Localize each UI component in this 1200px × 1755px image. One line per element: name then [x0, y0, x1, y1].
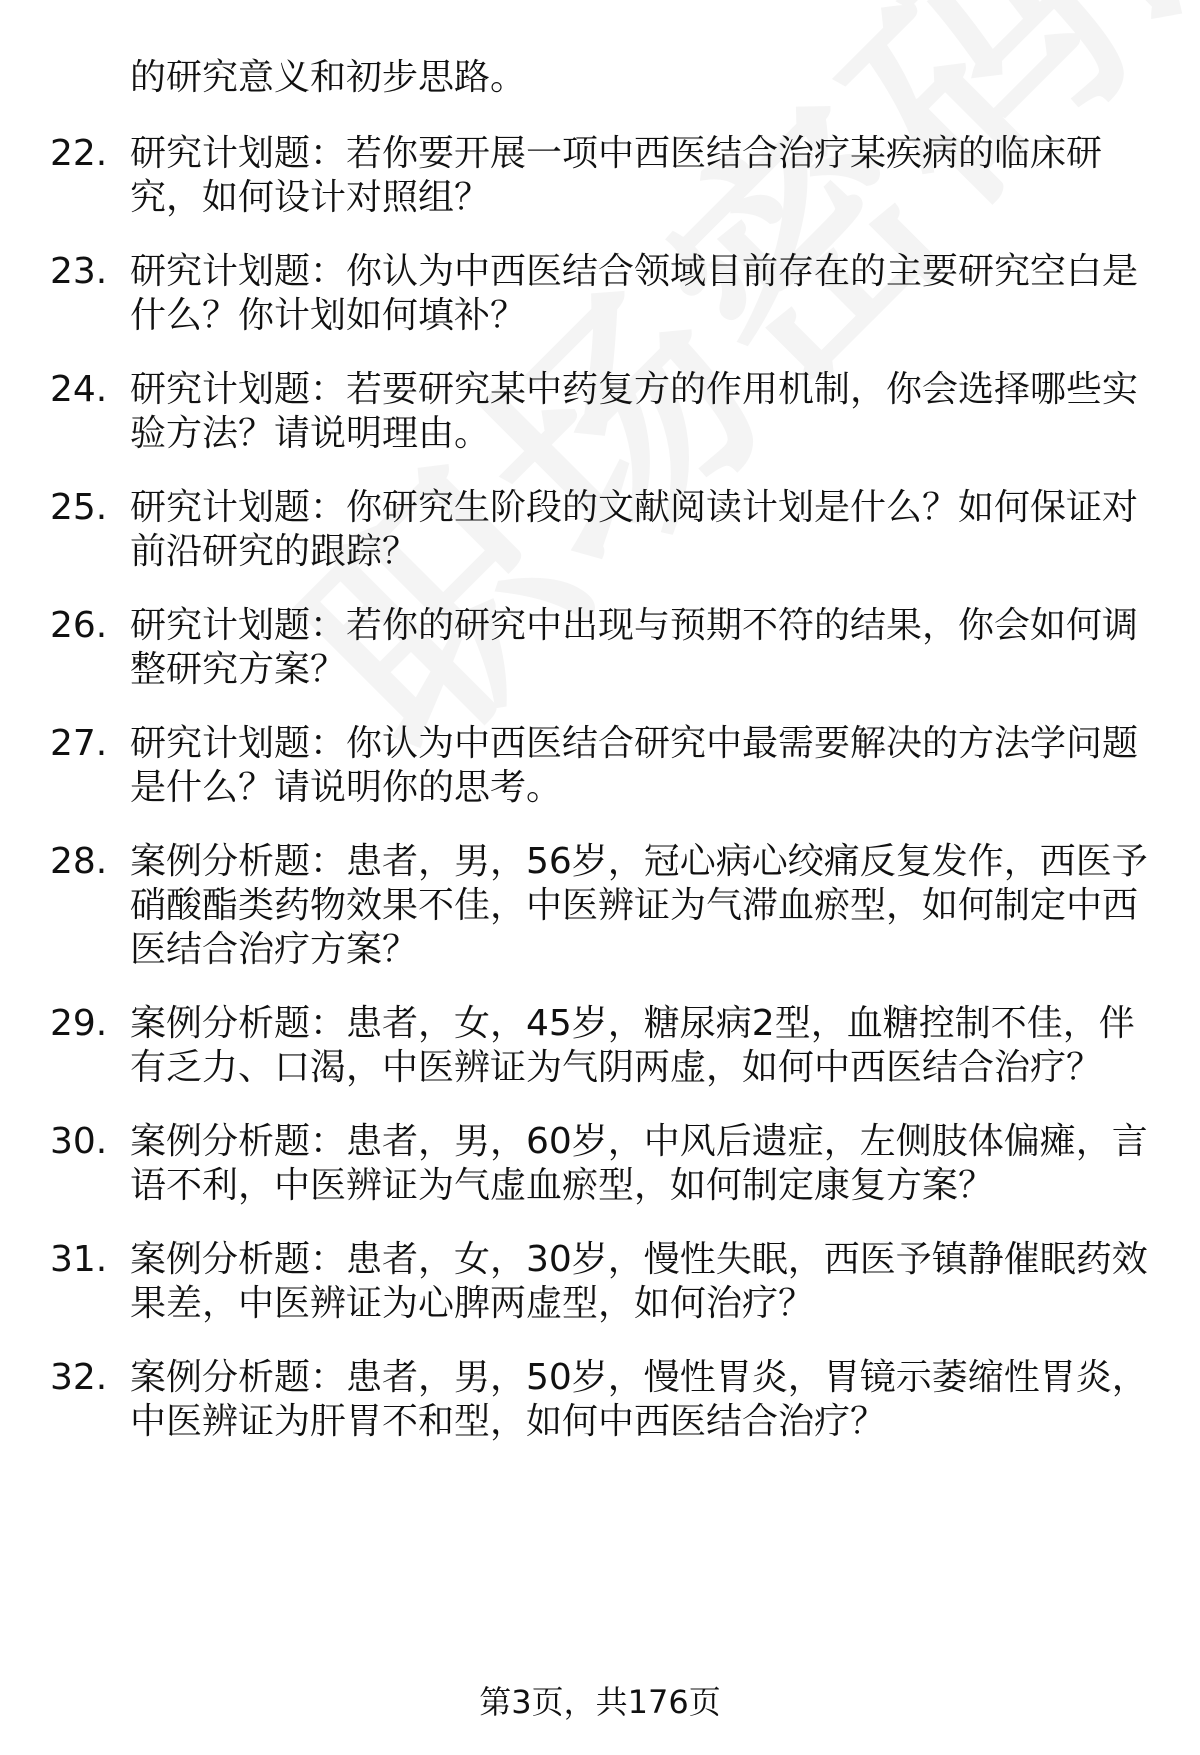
question-text-line: 语不利，中医辨证为气虚血瘀型，如何制定康复方案？: [130, 1165, 995, 1206]
question-text-line: 前沿研究的跟踪？: [130, 531, 419, 572]
question-text-line: 有乏力、口渴，中医辨证为气阴两虚，如何中西医结合治疗？: [130, 1047, 1103, 1088]
question-number: 29.: [50, 1003, 108, 1044]
question-number: 31.: [50, 1239, 108, 1280]
question-number: 32.: [50, 1357, 108, 1398]
question-number: 28.: [50, 841, 108, 882]
question-number: 25.: [50, 487, 108, 528]
question-number: 24.: [50, 369, 108, 410]
question-number: 23.: [50, 251, 108, 292]
question-text-line: 研究计划题：若你要开展一项中西医结合治疗某疾病的临床研: [130, 133, 1103, 174]
question-text-line: 是什么？请说明你的思考。: [130, 767, 563, 808]
question-text-line: 研究计划题：若要研究某中药复方的作用机制，你会选择哪些实: [130, 369, 1139, 410]
question-text-line: 整研究方案？: [130, 649, 347, 690]
question-text-line: 研究计划题：你研究生阶段的文献阅读计划是什么？如何保证对: [130, 487, 1139, 528]
continuation-line: 的研究意义和初步思路。: [130, 57, 527, 98]
question-text-line: 案例分析题：患者，女，45岁，糖尿病2型，血糖控制不佳，伴: [130, 1003, 1135, 1044]
question-text-line: 验方法？请说明理由。: [130, 413, 491, 454]
question-text-line: 案例分析题：患者，男，56岁，冠心病心绞痛反复发作，西医予: [130, 841, 1148, 882]
question-number: 27.: [50, 723, 108, 764]
page-number-footer: 第3页，共176页: [479, 1683, 721, 1721]
question-text-line: 医结合治疗方案？: [130, 929, 419, 970]
question-text-line: 研究计划题：若你的研究中出现与预期不符的结果，你会如何调: [130, 605, 1139, 646]
question-text-line: 研究计划题：你认为中西医结合领域目前存在的主要研究空白是: [130, 251, 1139, 292]
question-text-line: 研究计划题：你认为中西医结合研究中最需要解决的方法学问题: [130, 723, 1139, 764]
question-number: 30.: [50, 1121, 108, 1162]
question-number: 22.: [50, 133, 108, 174]
question-text-line: 案例分析题：患者，女，30岁，慢性失眠，西医予镇静催眠药效: [130, 1239, 1148, 1280]
question-text-line: 硝酸酯类药物效果不佳，中医辨证为气滞血瘀型，如何制定中西: [130, 885, 1139, 926]
question-text-line: 案例分析题：患者，男，60岁，中风后遗症，左侧肢体偏瘫，言: [130, 1121, 1148, 1162]
question-text-line: 案例分析题：患者，男，50岁，慢性胃炎，胃镜示萎缩性胃炎，: [130, 1357, 1148, 1398]
question-text-line: 果差，中医辨证为心脾两虚型，如何治疗？: [130, 1283, 815, 1324]
question-text-line: 究，如何设计对照组？: [130, 177, 491, 218]
question-number: 26.: [50, 605, 108, 646]
question-text-line: 中医辨证为肝胃不和型，如何中西医结合治疗？: [130, 1401, 887, 1442]
question-text-line: 什么？你计划如何填补？: [130, 295, 527, 336]
